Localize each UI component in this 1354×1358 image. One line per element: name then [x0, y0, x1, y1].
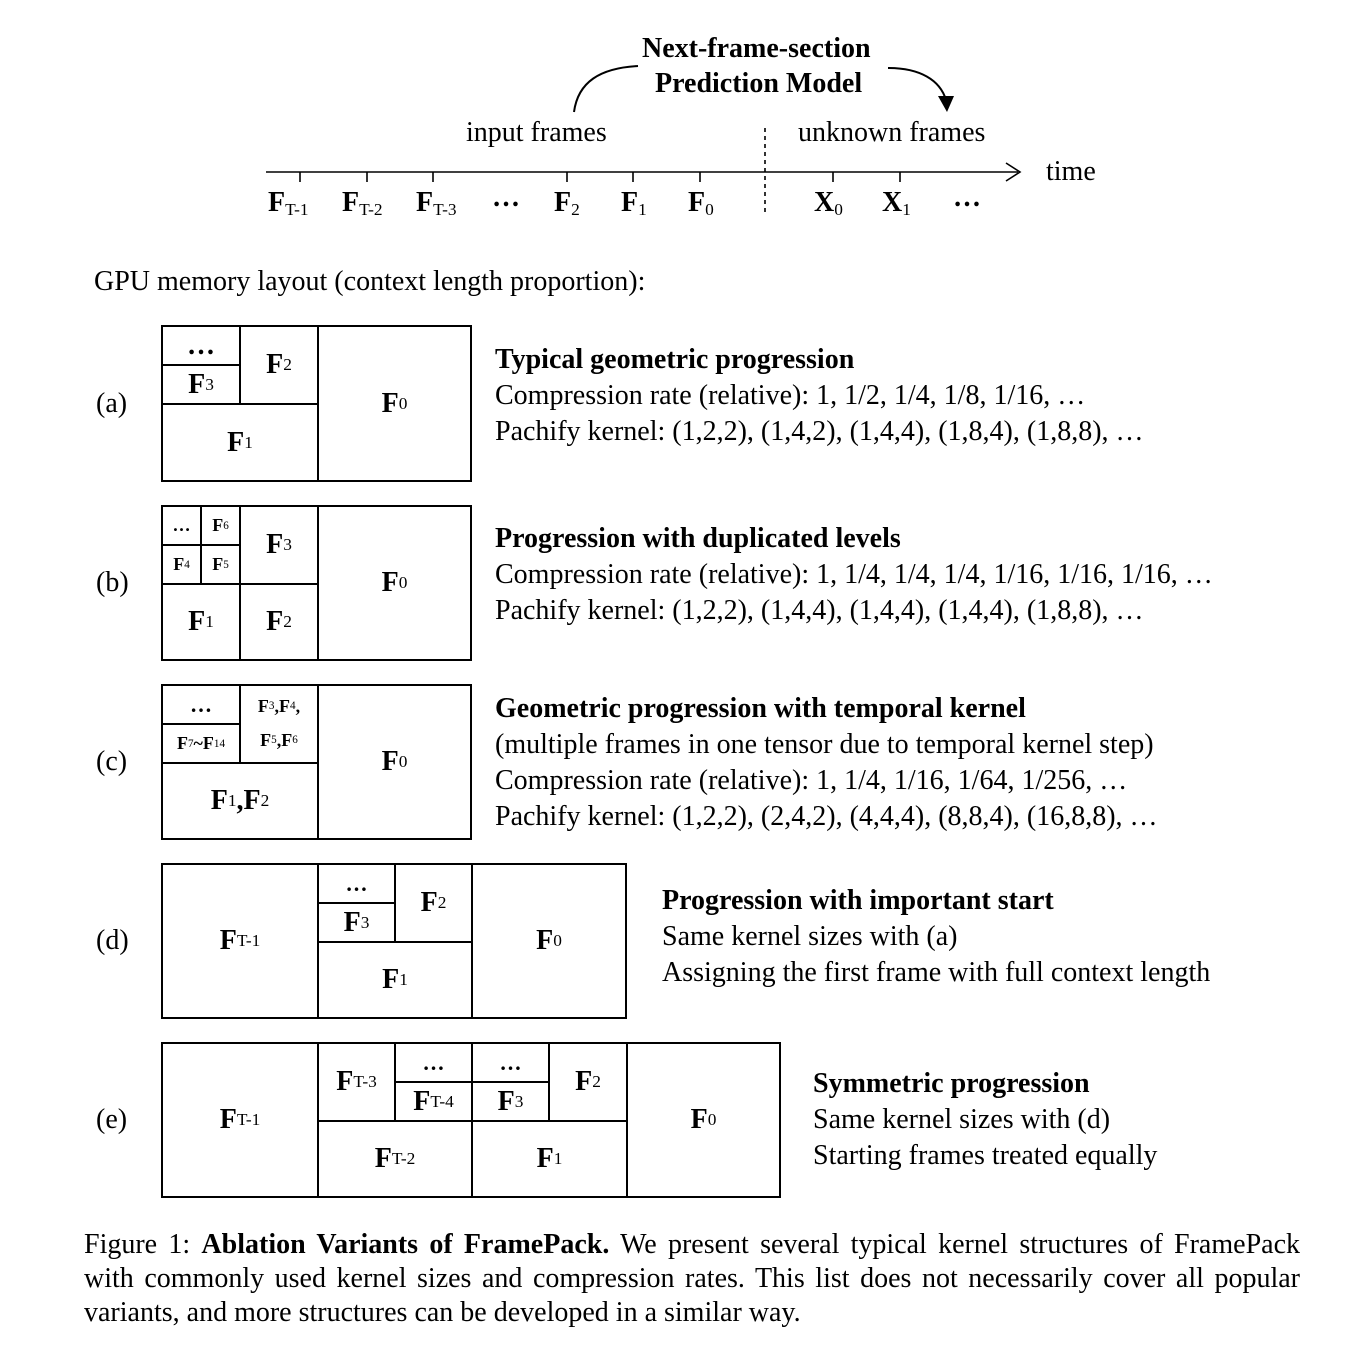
- cell-f1: F 1: [188, 606, 214, 637]
- cell-f1-f2: F 1 , F 2: [210, 785, 270, 816]
- cell-f3: F 3: [188, 368, 214, 400]
- cell-ft1: F T-1: [219, 1104, 261, 1135]
- desc-line: Compression rate (relative): 1, 1/2, 1/4, 1/8, 1/16, …: [495, 380, 1086, 411]
- layout-d: [161, 863, 627, 1019]
- frame-label: $X_0$: [814, 187, 843, 219]
- desc-c: [495, 691, 1158, 835]
- cell-f0: F 0: [381, 387, 408, 419]
- frame-label: $F_1$: [621, 187, 647, 219]
- layout-e: [161, 1042, 781, 1198]
- cell-dots: …: [422, 1049, 445, 1075]
- unknown-frames-label: unknown frames: [798, 117, 986, 148]
- cell-f4: F 4: [173, 554, 190, 574]
- desc-b: [495, 521, 1213, 629]
- cell-dots: …: [172, 515, 191, 535]
- cell-f3-f4: F 3 , F 4 ,: [257, 695, 301, 716]
- tick-marks: [300, 172, 900, 182]
- desc-line: Assigning the first frame with full context length: [662, 957, 1211, 988]
- cell-f5-f6: F 5 , F 6: [260, 729, 298, 750]
- desc-d: [662, 883, 1210, 991]
- desc-line: Compression rate (relative): 1, 1/4, 1/16, 1/64, 1/256, …: [495, 765, 1128, 796]
- frame-ellipsis: …: [953, 182, 981, 213]
- row-label-b: (b): [96, 567, 129, 598]
- cell-f6: F 6: [212, 515, 229, 535]
- cell-ft1: F T-1: [219, 925, 261, 956]
- frame-label: $F_{T-1}$: [268, 187, 309, 219]
- model-arrow-head: [938, 96, 954, 112]
- cell-dots: …: [499, 1049, 522, 1075]
- layout-c: [161, 684, 472, 840]
- caption-title: Ablation Variants of FramePack.: [201, 1229, 610, 1260]
- desc-heading: Progression with duplicated levels: [495, 523, 901, 554]
- desc-line: Pachify kernel: (1,2,2), (1,4,4), (1,4,4), (1,4,4), (1,8,8), …: [495, 595, 1144, 626]
- model-arrow-right: [888, 68, 946, 100]
- cell-f0: F 0: [536, 925, 562, 956]
- cell-dots: …: [345, 870, 368, 896]
- desc-heading: Progression with important start: [662, 885, 1054, 916]
- layout-b: [161, 505, 472, 661]
- cell-f0: F 0: [381, 567, 408, 598]
- desc-line: Pachify kernel: (1,2,2), (2,4,2), (4,4,4), (8,8,4), (16,8,8), …: [495, 801, 1158, 832]
- row-label-c: (c): [96, 746, 128, 777]
- cell-dots: …: [187, 329, 215, 361]
- frame-label: $F_0$: [688, 187, 714, 219]
- frame-ellipsis: …: [492, 182, 520, 213]
- cell-f3: F 3: [343, 906, 370, 938]
- frame-label: $X_1$: [882, 187, 911, 219]
- cell-f1: F 1: [536, 1143, 563, 1174]
- input-frames-label: input frames: [466, 117, 607, 148]
- caption-body: We present several typical kernel structures of FramePack with commonly used kernel sizes and compression rates. This list does not necessarily cover all popular variants, and more structures can be developed in a similar way.: [84, 1229, 1300, 1328]
- cell-f2: F 2: [575, 1066, 601, 1097]
- cell-ft2: F T-2: [374, 1143, 416, 1174]
- cell-f2: F 2: [266, 606, 292, 637]
- time-label: time: [1046, 156, 1096, 187]
- desc-heading: Typical geometric progression: [495, 344, 855, 375]
- desc-line: Pachify kernel: (1,2,2), (1,4,2), (1,4,4), (1,8,4), (1,8,8), …: [495, 416, 1144, 447]
- frame-label: $F_2$: [554, 187, 580, 219]
- cell-f7-f14: F 7 ~F 14: [176, 733, 226, 753]
- cell-f2: F 2: [266, 349, 292, 380]
- desc-line: (multiple frames in one tensor due to temporal kernel step): [495, 729, 1154, 760]
- cell-dots: …: [190, 691, 212, 717]
- frame-label: $F_{T-3}$: [416, 187, 457, 219]
- desc-line: Starting frames treated equally: [813, 1140, 1158, 1171]
- desc-heading: Geometric progression with temporal kernel: [495, 693, 1026, 724]
- row-label-a: (a): [96, 388, 128, 419]
- desc-line: Compression rate (relative): 1, 1/4, 1/4, 1/4, 1/16, 1/16, 1/16, …: [495, 559, 1213, 590]
- cell-f5: F 5: [212, 554, 229, 574]
- cell-f0: F 0: [381, 746, 408, 777]
- caption-prefix: Figure 1:: [84, 1229, 202, 1260]
- cell-ft4: F T-4: [413, 1085, 454, 1117]
- model-arrow-left: [574, 66, 638, 112]
- model-title-line2: Prediction Model: [655, 68, 863, 99]
- cell-f3: F 3: [497, 1085, 524, 1117]
- model-title-line1: Next-frame-section: [642, 33, 871, 64]
- desc-line: Same kernel sizes with (a): [662, 921, 958, 952]
- row-label-d: (d): [96, 925, 129, 956]
- cell-f2: F 2: [420, 887, 447, 918]
- frame-label: $F_{T-2}$: [342, 187, 383, 219]
- layout-title: GPU memory layout (context length proportion):: [94, 266, 646, 297]
- desc-e: [813, 1066, 1157, 1174]
- desc-a: [495, 342, 1144, 450]
- desc-heading: Symmetric progression: [813, 1068, 1090, 1099]
- desc-line: Same kernel sizes with (d): [813, 1104, 1111, 1135]
- cell-ft3: F T-3: [336, 1066, 377, 1097]
- layout-a: [161, 325, 472, 482]
- cell-f3: F 3: [266, 529, 292, 560]
- row-label-e: (e): [96, 1104, 128, 1135]
- cell-f1: F 1: [227, 426, 253, 458]
- figure-caption: [84, 1228, 1300, 1330]
- cell-f1: F 1: [382, 964, 408, 995]
- cell-f0: F 0: [690, 1104, 717, 1135]
